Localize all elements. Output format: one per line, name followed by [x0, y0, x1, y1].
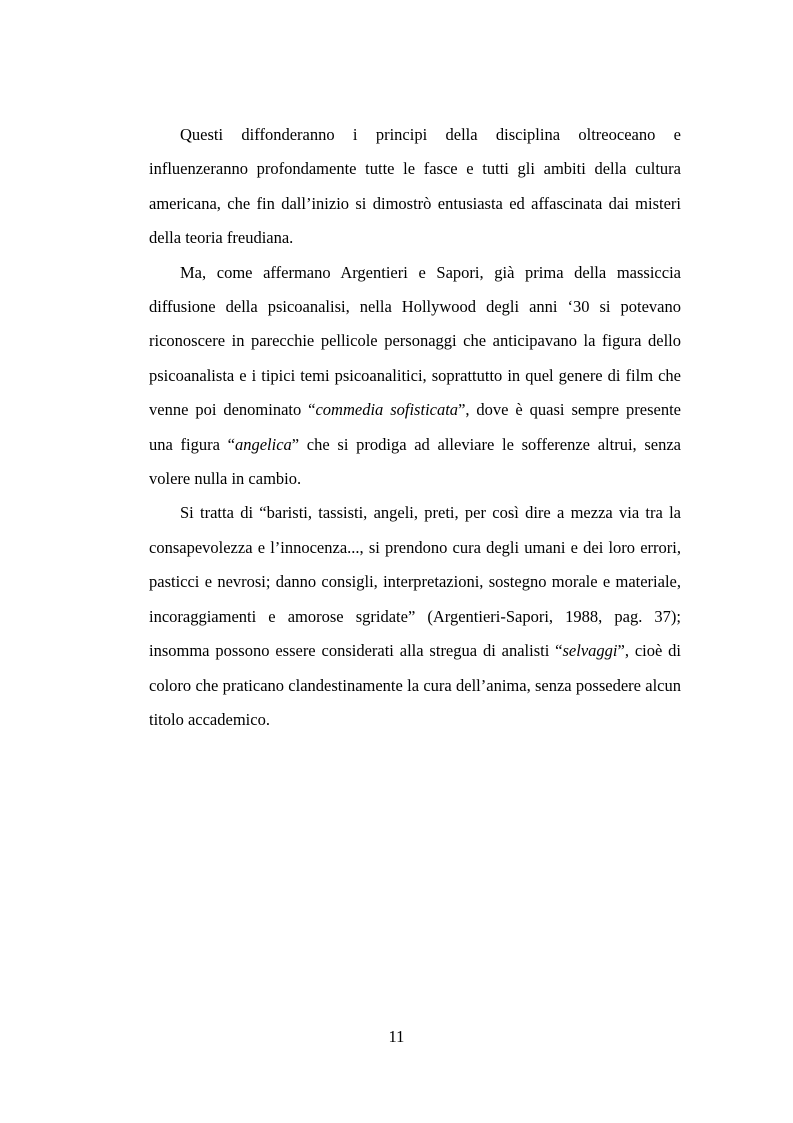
italic-term-selvaggi: selvaggi [562, 641, 618, 661]
paragraph-2-text-c: ” che si prodiga ad alleviare le sofferenze altrui, senza volere nulla in cambio. [149, 434, 681, 489]
paragraph-3-text-a: Si tratta di “baristi, tassisti, angeli, preti, per così dire a mezza via tra la consapevolezza e l’innocenza..., si prendono cura degli umani e dei loro errori, pasticci e nevrosi; danno consigli, interpretazioni, sostegno morale e materiale, incoraggiamenti e amorose sgridate” (Argentieri-Sapori, 1988, pag. 37); insomma possono essere considerati alla stregua di analisti “ [149, 503, 681, 661]
paragraph-3 [149, 496, 681, 737]
paragraph-3-text-b: ”, cioè di coloro che praticano clandestinamente la cura dell’anima, senza possedere alcun titolo accademico. [149, 641, 681, 729]
paragraph-2-text-a: Ma, come affermano Argentieri e Sapori, già prima della massiccia diffusione della psicoanalisi, nella Hollywood degli anni ‘30 si potevano riconoscere in parecchie pellicole personaggi che anticipavano la figura dello psicoanalista e i tipici temi psicoanalitici, soprattutto in quel genere di film che venne poi denominato “ [149, 262, 681, 420]
italic-term-angelica: angelica [234, 434, 292, 454]
page-number: 11 [388, 1027, 405, 1046]
paragraph-2-text-b: ”, dove è quasi sempre presente una figura “ [149, 400, 681, 454]
paragraph-2 [149, 256, 681, 497]
italic-term-commedia-sofisticata: commedia sofisticata [315, 400, 459, 420]
paragraph-1 [149, 118, 681, 256]
body-text [149, 118, 681, 737]
paragraph-1-text: Questi diffonderanno i principi della disciplina oltreoceano e influenzeranno profondamente tutte le fasce e tutti gli ambiti della cultura americana, che fin dall’inizio si dimostrò entusiasta ed affascinata dai misteri della teoria freudiana. [149, 125, 681, 248]
